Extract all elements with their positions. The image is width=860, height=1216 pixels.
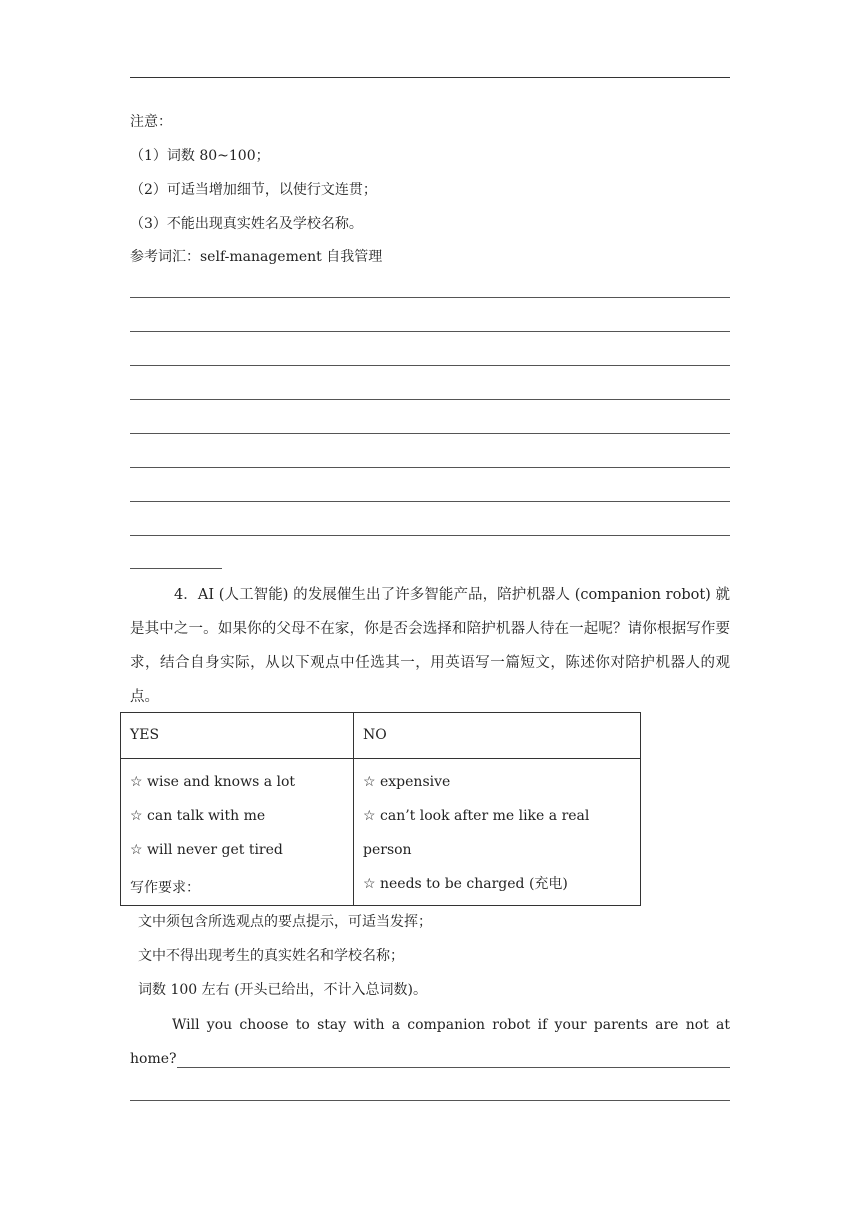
opening-word: robot bbox=[492, 1017, 531, 1033]
question-4-prompt: 4．AI (人工智能) 的发展催生出了许多智能产品，陪护机器人 (companion robot) 就是其中之一。如果你的父母不在家，你是否会选择和陪护机器人待在一起呢？请你根据写作要求，结合自身实际，从以下观点中任选其一，用英语写一篇短文，陈述你对陪护机器人的观点。 bbox=[130, 587, 730, 705]
yes-item: ☆ wise and knows a lot bbox=[130, 774, 296, 790]
answer-line[interactable] bbox=[130, 501, 730, 502]
answer-line[interactable] bbox=[130, 467, 730, 468]
answer-line[interactable] bbox=[130, 331, 730, 332]
yes-item: ☆ can talk with me bbox=[130, 808, 266, 824]
opening-word: stay bbox=[317, 1017, 347, 1033]
header-rule bbox=[130, 77, 730, 78]
answer-line[interactable] bbox=[130, 1100, 730, 1101]
opening-word: parents bbox=[593, 1017, 648, 1033]
no-item: ☆ expensive bbox=[363, 774, 451, 790]
opening-word: Will bbox=[172, 1017, 200, 1033]
requirement-item: 词数 100 左右 (开头已给出，不计入总词数)。 bbox=[138, 982, 427, 998]
notice-title: 注意： bbox=[130, 114, 172, 130]
no-item: ☆ can’t look after me like a real person bbox=[363, 808, 590, 858]
reference-vocab: 参考词汇：self-management 自我管理 bbox=[130, 249, 383, 265]
answer-line-short[interactable] bbox=[130, 568, 222, 569]
answer-line[interactable] bbox=[130, 535, 730, 536]
notice-item-3: （3）不能出现真实姓名及学校名称。 bbox=[130, 216, 363, 232]
opening-tail: home? bbox=[130, 1051, 177, 1067]
notice-item-2: （2）可适当增加细节，以使行文连贯； bbox=[130, 182, 377, 198]
yes-header: YES bbox=[121, 713, 354, 759]
opening-word: companion bbox=[407, 1017, 486, 1033]
answer-line[interactable] bbox=[130, 399, 730, 400]
opening-word: if bbox=[537, 1017, 548, 1033]
no-header: NO bbox=[354, 713, 641, 759]
essay-opening bbox=[130, 1008, 730, 1076]
answer-line[interactable] bbox=[130, 297, 730, 298]
opening-word: choose bbox=[239, 1017, 289, 1033]
opening-word: at bbox=[715, 1017, 730, 1033]
opening-word: to bbox=[295, 1017, 310, 1033]
opening-word: your bbox=[554, 1017, 587, 1033]
no-item: ☆ needs to be charged (充电) bbox=[363, 876, 568, 892]
requirement-item: 文中须包含所选观点的要点提示，可适当发挥； bbox=[138, 914, 432, 930]
viewpoint-table bbox=[120, 712, 641, 906]
yes-item: ☆ will never get tired bbox=[130, 842, 283, 858]
requirements-title: 写作要求： bbox=[130, 880, 200, 896]
opening-word: you bbox=[206, 1017, 233, 1033]
answer-line[interactable] bbox=[130, 433, 730, 434]
requirement-item: 文中不得出现考生的真实姓名和学校名称； bbox=[138, 948, 404, 964]
opening-word: are bbox=[655, 1017, 679, 1033]
opening-word: a bbox=[391, 1017, 401, 1033]
notice-item-1: （1）词数 80~100； bbox=[130, 148, 270, 164]
opening-word: with bbox=[353, 1017, 385, 1033]
opening-sentence-line bbox=[130, 1008, 730, 1042]
opening-word: not bbox=[685, 1017, 709, 1033]
answer-line-inline[interactable] bbox=[177, 1067, 730, 1068]
answer-line[interactable] bbox=[130, 365, 730, 366]
